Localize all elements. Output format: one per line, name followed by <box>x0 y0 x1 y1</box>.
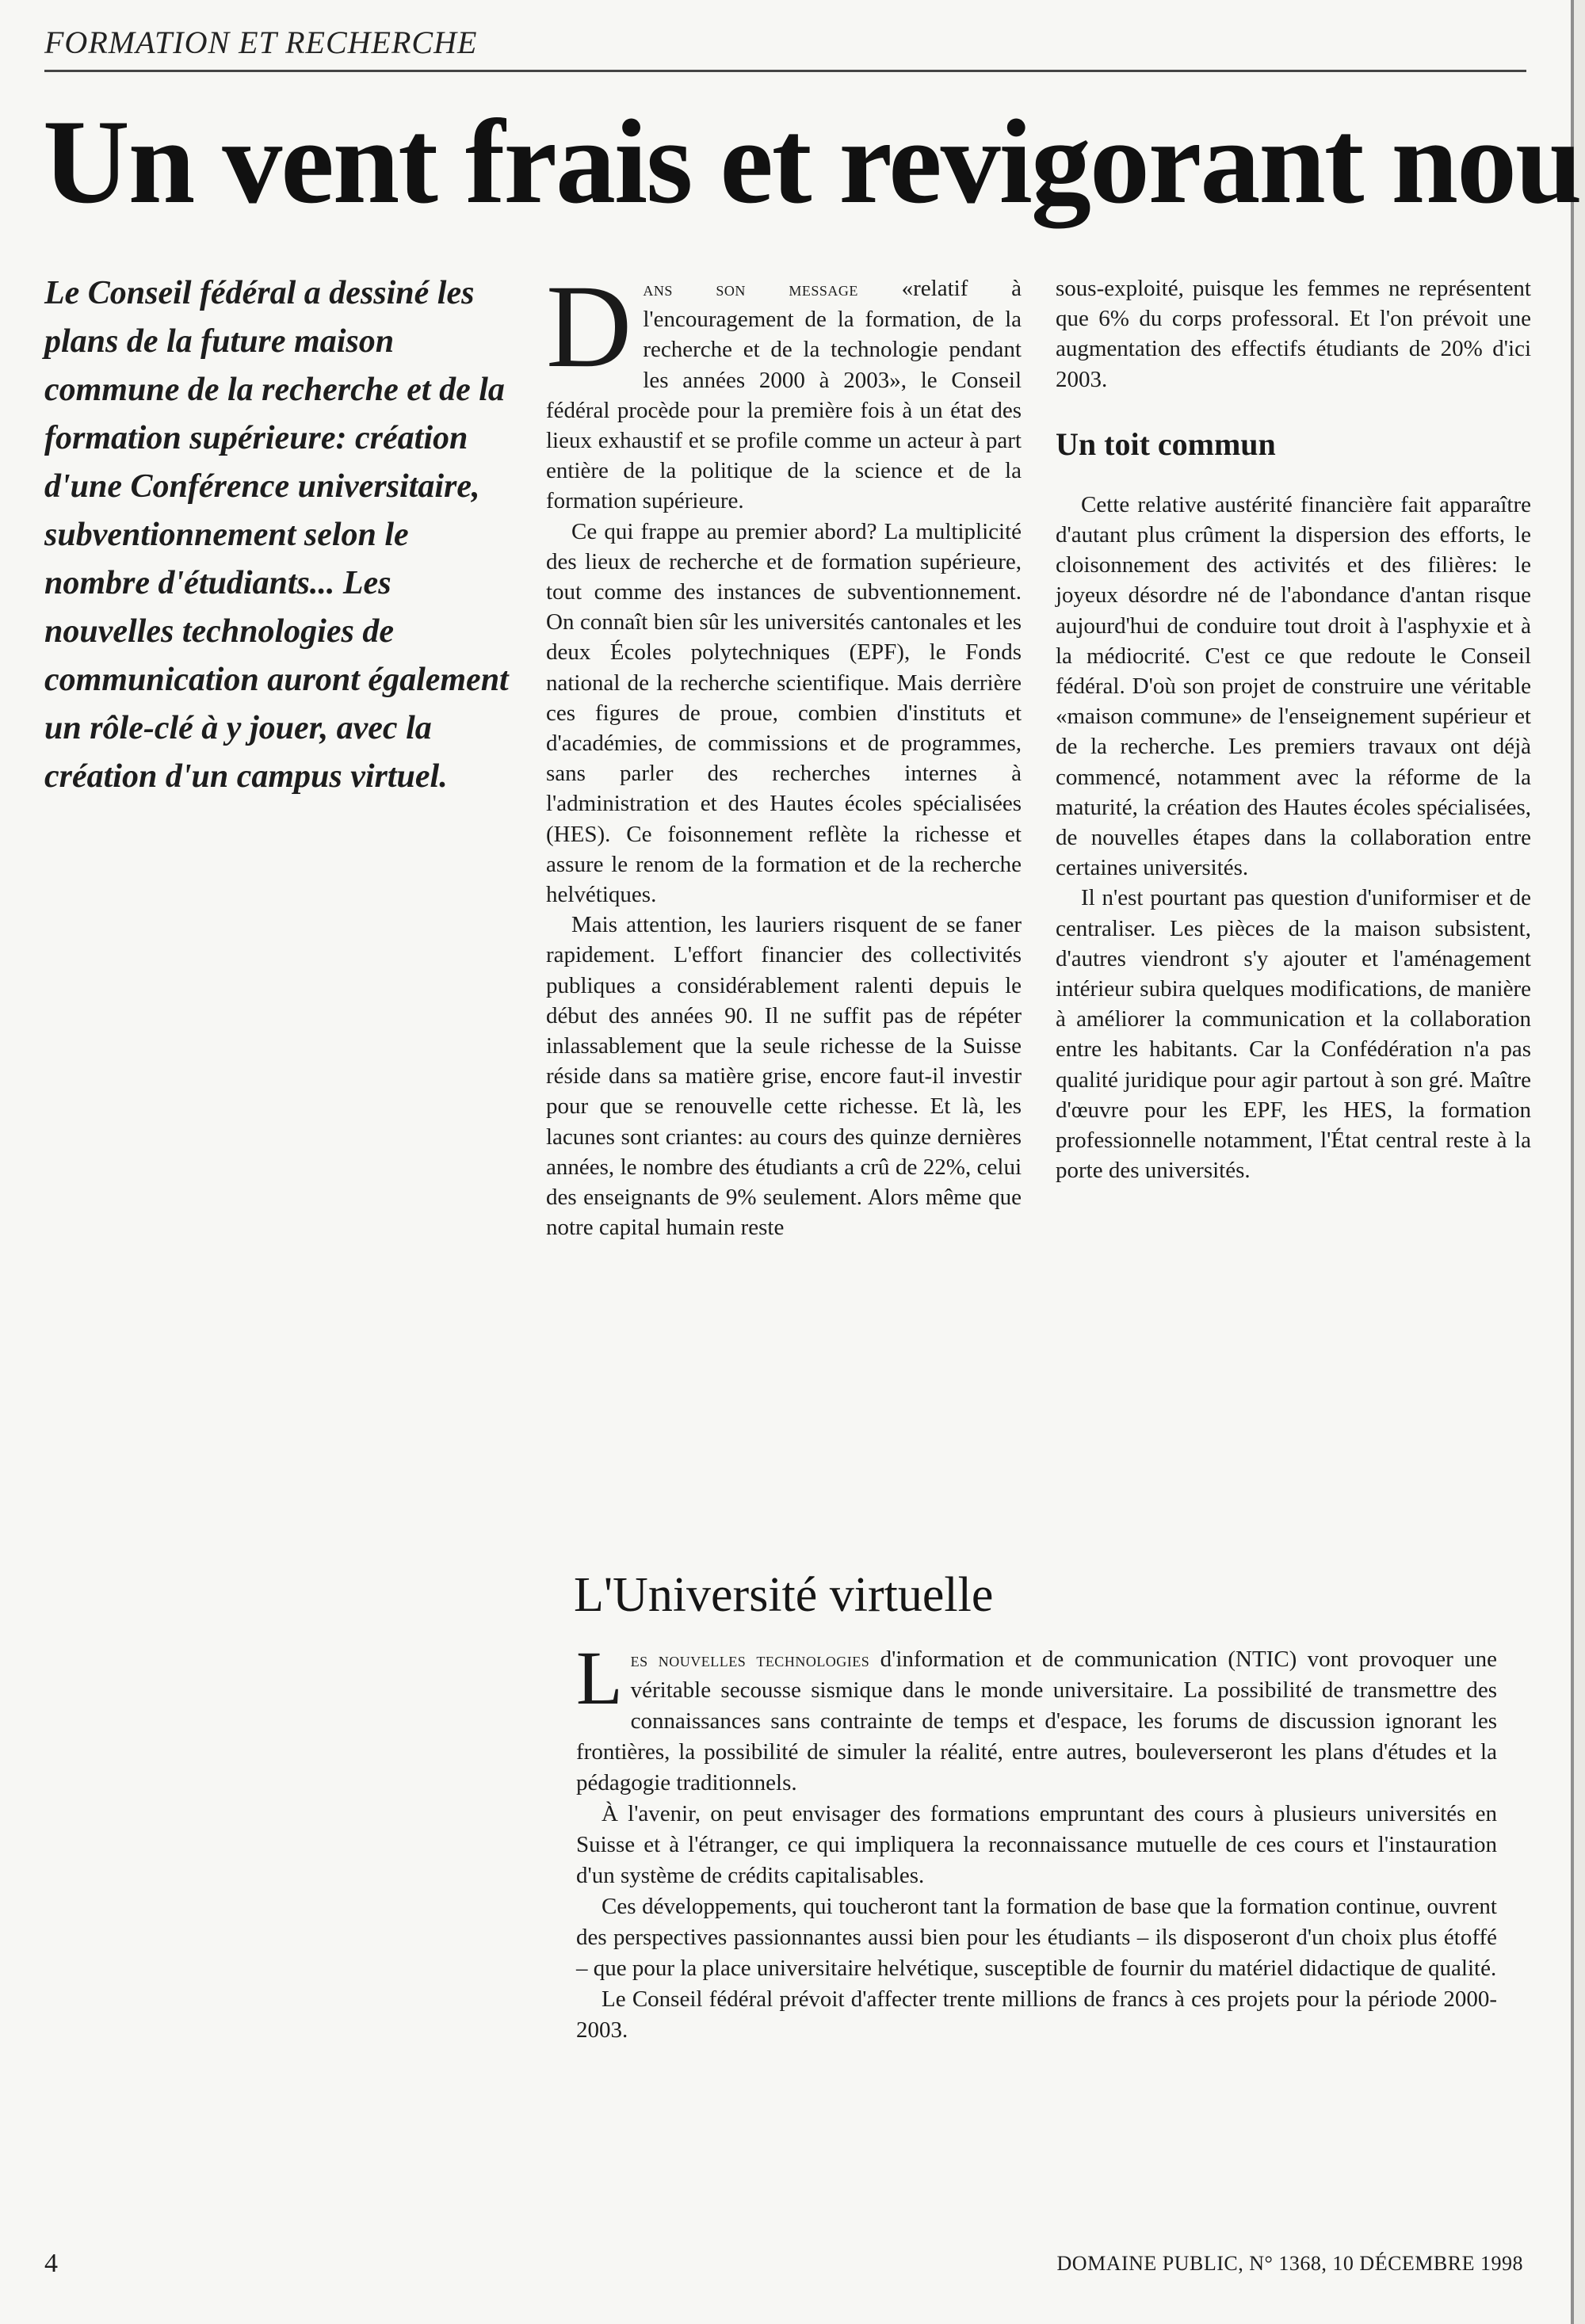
headline: Un vent frais et revigorant nou <box>43 95 1581 228</box>
box-paragraph-4: Le Conseil fédéral prévoit d'affecter trente millions de francs à ces projets pour la période 2000-2003. <box>576 1986 1497 2043</box>
article-column-2 <box>1056 273 1531 1185</box>
lead-paragraph: Le Conseil fédéral a dessiné les plans de la future maison commune de la recherche et de la formation supérieure: création d'une Conférence universitaire, subventionnement selon le nombre d'étudiants... Les nouvelles technologies de communication auront également un rôle-clé à y jouer, avec la création d'un campus virtuel. <box>44 275 509 795</box>
box-paragraph-3: Ces développements, qui toucheront tant la formation de base que la formation continue, ouvrent des perspectives passionnantes aussi bien pour les étudiants – ils disposeront d'un choix plus étoffé – que pour la place universitaire helvétique, susceptible de fournir du matériel didactique de qualité. <box>576 1894 1497 1981</box>
article-paragraph-5: Il n'est pourtant pas question d'uniformiser et de centraliser. Les pièces de la maison subsistent, d'autres viendront s'y ajouter et l'aménagement intérieur subira quelques modifications, de manière à améliorer la communication et la collaboration entre les habitants. Car la Confédération n'a pas qualité juridique pour agir partout à son gré. Maître d'œuvre pour les EPF, les HES, la formation professionnelle notamment, l'État central reste à la porte des universités. <box>1056 885 1531 1184</box>
section-label: FORMATION ET RECHERCHE <box>44 25 478 60</box>
page-edge-shadow <box>1574 0 1585 2324</box>
sidebar-box-title: L'Université virtuelle <box>574 1568 994 1622</box>
box-paragraph-2: À l'avenir, on peut envisager des formations empruntant des cours à plusieurs universités en Suisse et à l'étranger, ce qui impliquera la reconnaissance mutuelle de ces cours et l'instauration d'un système de crédits capitalisables. <box>576 1801 1497 1888</box>
article-paragraph-2: Ce qui frappe au premier abord? La multiplicité des lieux de recherche et de formation supérieure, tout comme des instances de subventionnement. On connaît bien sûr les universités cantonales et les deux Écoles polytechniques (EPF), le Fonds national de la recherche scientifique. Mais derrière ces figures de proue, combien d'instituts et d'académies, de commissions et de programmes, sans parler des recherches internes à l'administration et des Hautes écoles spécialisées (HES). Ce foisonnement reflète la richesse et assure le renom de la formation et de la recherche helvétiques. <box>546 518 1022 908</box>
subheading: Un toit commun <box>1056 425 1276 462</box>
box-smallcaps-opening: es nouvelles technologies <box>630 1648 870 1671</box>
article-column-1 <box>546 261 1022 1243</box>
sidebar-box <box>576 1635 1497 2046</box>
page-gutter-line <box>1571 0 1574 2324</box>
article-paragraph-1-text: «relatif à l'encouragement de la formation, de la recherche et de la technologie pendant les années 2000 à 2003», le Conseil fédéral procède pour la première fois à un état des lieux exhaustif et se profile comme un acteur à part entière de la politique de la science et de la formation supérieure. <box>546 276 1022 514</box>
page-number: 4 <box>44 2249 58 2278</box>
article-paragraph-3: Mais attention, les lauriers risquent de se faner rapidement. L'effort financier des collectivités publiques a considérablement ralenti depuis le début des années 90. Il ne suffit pas de répéter inlassablement que la seule richesse de la Suisse réside dans sa matière grise, encore faut-il investir pour que se renouvelle cette richesse. Et là, les lacunes sont criantes: au cours des quinze dernières années, le nombre des étudiants a crû de 22%, celui des enseignants de 9% seulement. Alors même que notre capital humain reste <box>546 912 1022 1241</box>
drop-cap: D <box>546 261 632 392</box>
box-drop-cap: L <box>576 1635 623 1720</box>
box-paragraph-1 <box>576 1635 1497 1799</box>
header-rule <box>44 70 1526 72</box>
article-paragraph-1 <box>546 261 1022 517</box>
box-paragraph-1-text: d'information et de communication (NTIC) vont provoquer une véritable secousse sismique dans le monde universitaire. La possibilité de transmettre des connaissances sans contrainte de temps et d'espace, les forums de discussion ignorant les frontières, la possibilité de simuler la réalité, entre autres, bouleverseront les plans d'études et la pédagogie traditionnels. <box>576 1647 1497 1795</box>
article-smallcaps-opening: ans son message <box>643 277 858 300</box>
publication-reference: DOMAINE PUBLIC, N° 1368, 10 DÉCEMBRE 1998 <box>1056 2252 1523 2275</box>
article-paragraph-4: Cette relative austérité financière fait apparaître d'autant plus crûment la dispersion des efforts, le cloisonnement des activités et des filières: le joyeux désordre né de l'abondance d'antan risque aujourd'hui de conduire tout droit à l'asphyxie et à la médiocrité. C'est ce que redoute le Conseil fédéral. D'où son projet de construire une véritable «maison commune» de l'enseignement supérieur et de la recherche. Les premiers travaux ont déjà commencé, notamment avec la réforme de la maturité, la création des Hautes écoles spécialisées, de nouvelles étapes dans la collaboration entre certaines universités. <box>1056 491 1531 881</box>
article-paragraph-3-continued: sous-exploité, puisque les femmes ne représentent que 6% du corps professoral. Et l'on prévoit une augmentation des effectifs étudiants de 20% d'ici 2003. <box>1056 276 1531 392</box>
